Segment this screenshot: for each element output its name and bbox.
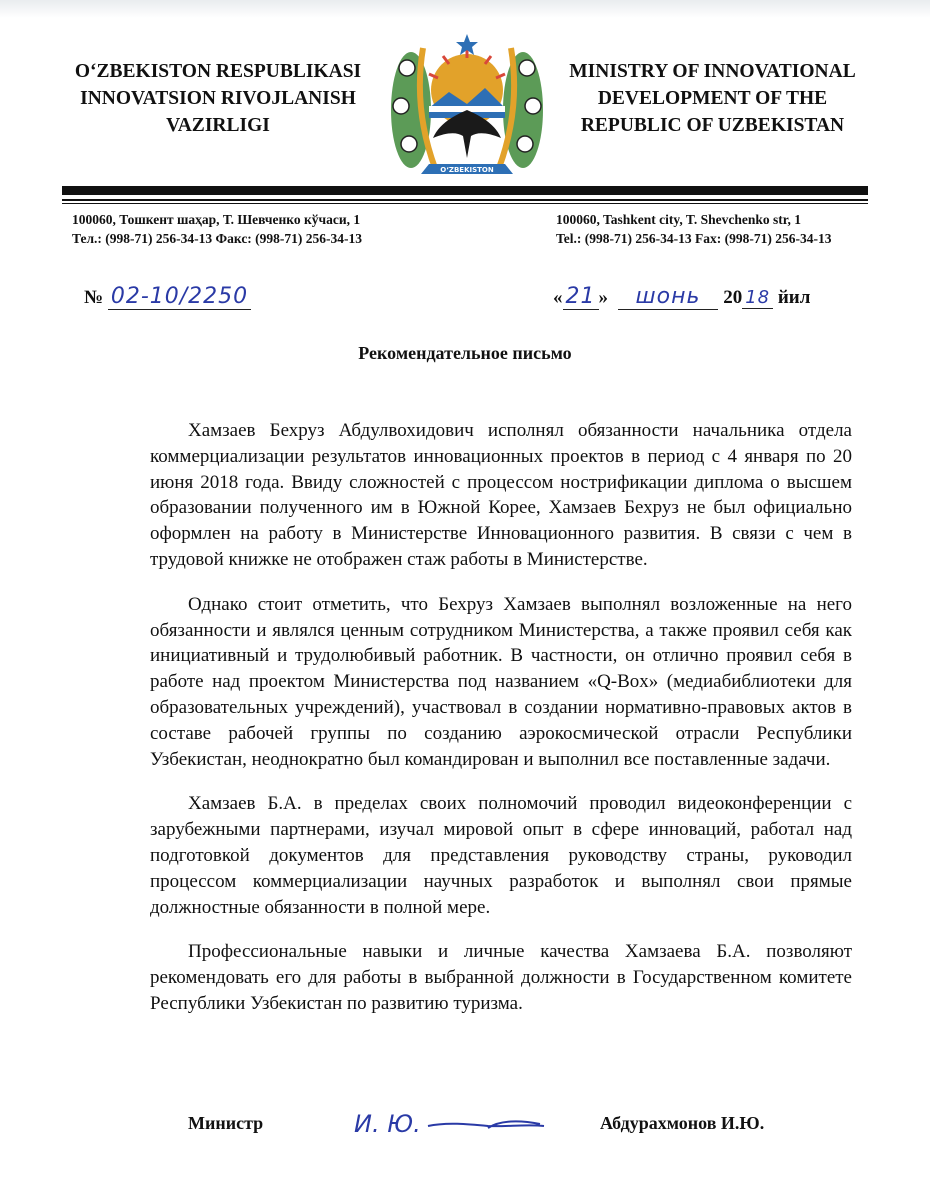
number-sign: №: [84, 287, 104, 308]
date-word: йил: [777, 287, 811, 308]
address-english: [556, 210, 831, 248]
body-paragraph: Профессиональные навыки и личные качества Хамзаева Б.А. позволяют рекомендовать его для работы в выбранной должности в Государственном комитете Республики Узбекистан по развитию туризма.: [150, 941, 852, 1014]
address-english-street: 100060, Tashkent city, T. Shevchenko str, 1: [556, 212, 802, 227]
state-emblem-icon: [383, 28, 551, 186]
scan-edge: [0, 0, 930, 18]
header-rule-hairline: [62, 203, 868, 204]
body-paragraph: Однако стоит отметить, что Бехруз Хамзаев выполнял возложенные на него обязанности и являлся ценным сотрудником Министерства, а также проявил себя как инициативный и трудолюбивый работник. В частности, он отлично проявил себя в работе над проектом Министерства под названием «Q-Box» (медиабиблиотеки для образовательных учреждений), участвовал в создании нормативно-правовых актов в составе рабочей группы по созданию аэрокосмической отрасли Республики Узбекистан, неоднократно был командирован и выполнил все поставленные задачи.: [150, 593, 852, 770]
signature-initials: И. Ю.: [354, 1110, 421, 1138]
date-day: 21: [563, 284, 599, 310]
header-uzbek-line-3: VAZIRLIGI: [166, 115, 270, 136]
address-local-street: 100060, Тошкент шаҳар, Т. Шевченко кўчаси, 1: [72, 212, 361, 227]
header-english-line-1: MINISTRY OF INNOVATIONAL: [569, 61, 856, 82]
letter-title: Рекомендательное письмо: [358, 343, 572, 363]
header-english: [545, 58, 880, 139]
body-paragraph: Хамзаев Бехруз Абдулвохидович исполнял обязанности начальника отдела коммерциализации результатов инновационных проектов в период с 4 января по 20 июня 2018 года. Ввиду сложностей с процессом нострификации диплома о высшем образовании полученного им в Южной Корее, Хамзаев Бехруз не был официально оформлен на работу в Министерстве Инновационного развития. В связи с чем в трудовой книжке не отображен стаж работы в Министерстве.: [150, 420, 852, 570]
header-uzbek: [48, 58, 388, 139]
address-local: [72, 210, 362, 248]
reference-date: [553, 284, 810, 309]
date-close-quote: »: [598, 287, 608, 308]
header-english-line-2: DEVELOPMENT OF THE: [597, 88, 828, 109]
letter-body: [150, 418, 852, 1036]
date-open-quote: «: [553, 287, 563, 308]
header-rule-thin: [62, 199, 868, 201]
address-english-phone: Tel.: (998-71) 256-34-13 Fax: (998-71) 256-34-13: [556, 231, 832, 246]
signatory-name: Абдурахмонов И.Ю.: [600, 1113, 765, 1133]
header-english-line-3: REPUBLIC OF UZBEKISTAN: [580, 115, 845, 136]
handwritten-signature: [350, 1102, 550, 1144]
header-rule-thick: [62, 186, 868, 195]
header-uzbek-line-2: INNOVATSION RIVOJLANISH: [80, 88, 356, 109]
address-local-phone: Тел.: (998-71) 256-34-13 Факс: (998-71) 256-34-13: [72, 231, 363, 246]
date-year-suffix: 18: [742, 287, 773, 309]
reference-number-value: 02-10/2250: [108, 284, 251, 310]
date-year-prefix: 20: [723, 287, 743, 308]
body-paragraph: Хамзаев Б.А. в пределах своих полномочий проводил видеоконференции с зарубежными партнерами, изучал мировой опыт в сфере инноваций, работал над подготовкой документов для представления руководству страны, руководил процессом коммерциализации научных разработок и выполнял свои прямые должностные обязанности в полной мере.: [150, 793, 852, 918]
reference-number: [84, 284, 251, 309]
emblem-ribbon-text: O‘ZBEKISTON: [440, 166, 494, 174]
date-month: шонь: [618, 284, 719, 310]
signatory-title: Министр: [188, 1113, 264, 1133]
header-uzbek-line-1: O‘ZBEKISTON RESPUBLIKASI: [74, 61, 362, 82]
